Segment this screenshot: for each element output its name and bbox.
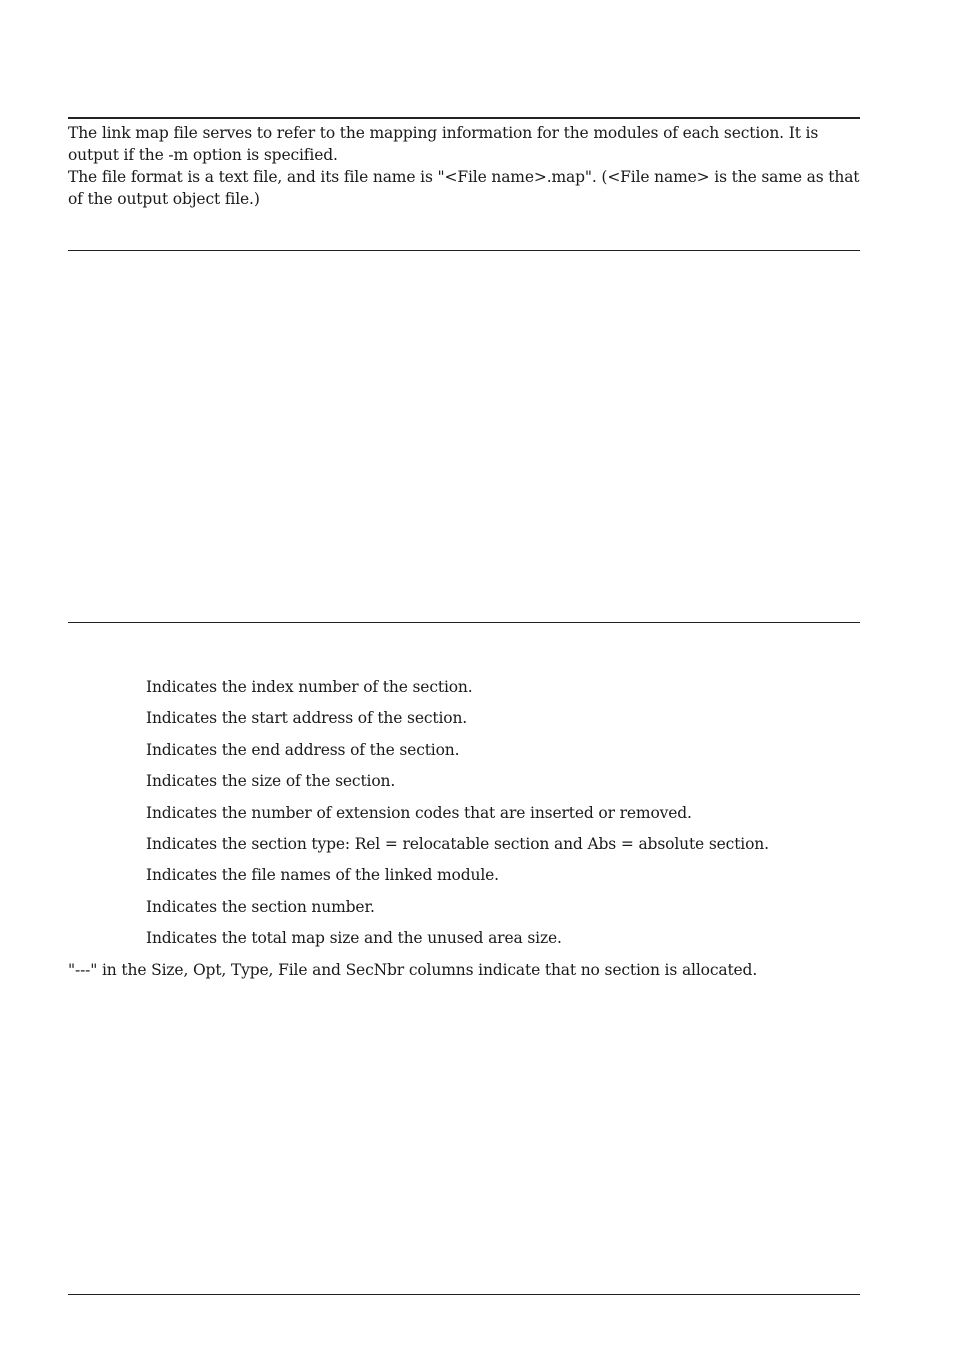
field-description-opt: Indicates the number of extension codes that are inserted or removed. (146, 803, 692, 822)
intro-paragraph-2: The file format is a text file, and its file name is "<File name>.map". (<File name> is the same as that of the output object file.) (68, 168, 860, 208)
field-description-list (146, 676, 860, 959)
field-description-secnbr: Indicates the section number. (146, 897, 375, 916)
intro-section (68, 122, 868, 210)
field-description-type: Indicates the section type: Rel = relocatable section and Abs = absolute section. (146, 834, 769, 853)
field-description-end-address: Indicates the end address of the section. (146, 740, 460, 759)
field-description-file: Indicates the file names of the linked module. (146, 866, 499, 885)
top-rule (68, 117, 860, 119)
section-rule-2 (68, 622, 860, 623)
intro-paragraph-1: The link map file serves to refer to the mapping information for the modules of each section. It is output if the -m option is specified. (68, 124, 819, 164)
field-description-start-address: Indicates the start address of the section. (146, 709, 468, 728)
section-rule-1 (68, 250, 860, 251)
field-description-size: Indicates the size of the section. (146, 772, 396, 791)
footer-rule (68, 1294, 860, 1295)
field-description-index: Indicates the index number of the section. (146, 678, 473, 696)
field-description-total: Indicates the total map size and the unused area size. (146, 929, 562, 948)
unallocated-note: "---" in the Size, Opt, Type, File and SecNbr columns indicate that no section is allocated. (68, 961, 758, 979)
